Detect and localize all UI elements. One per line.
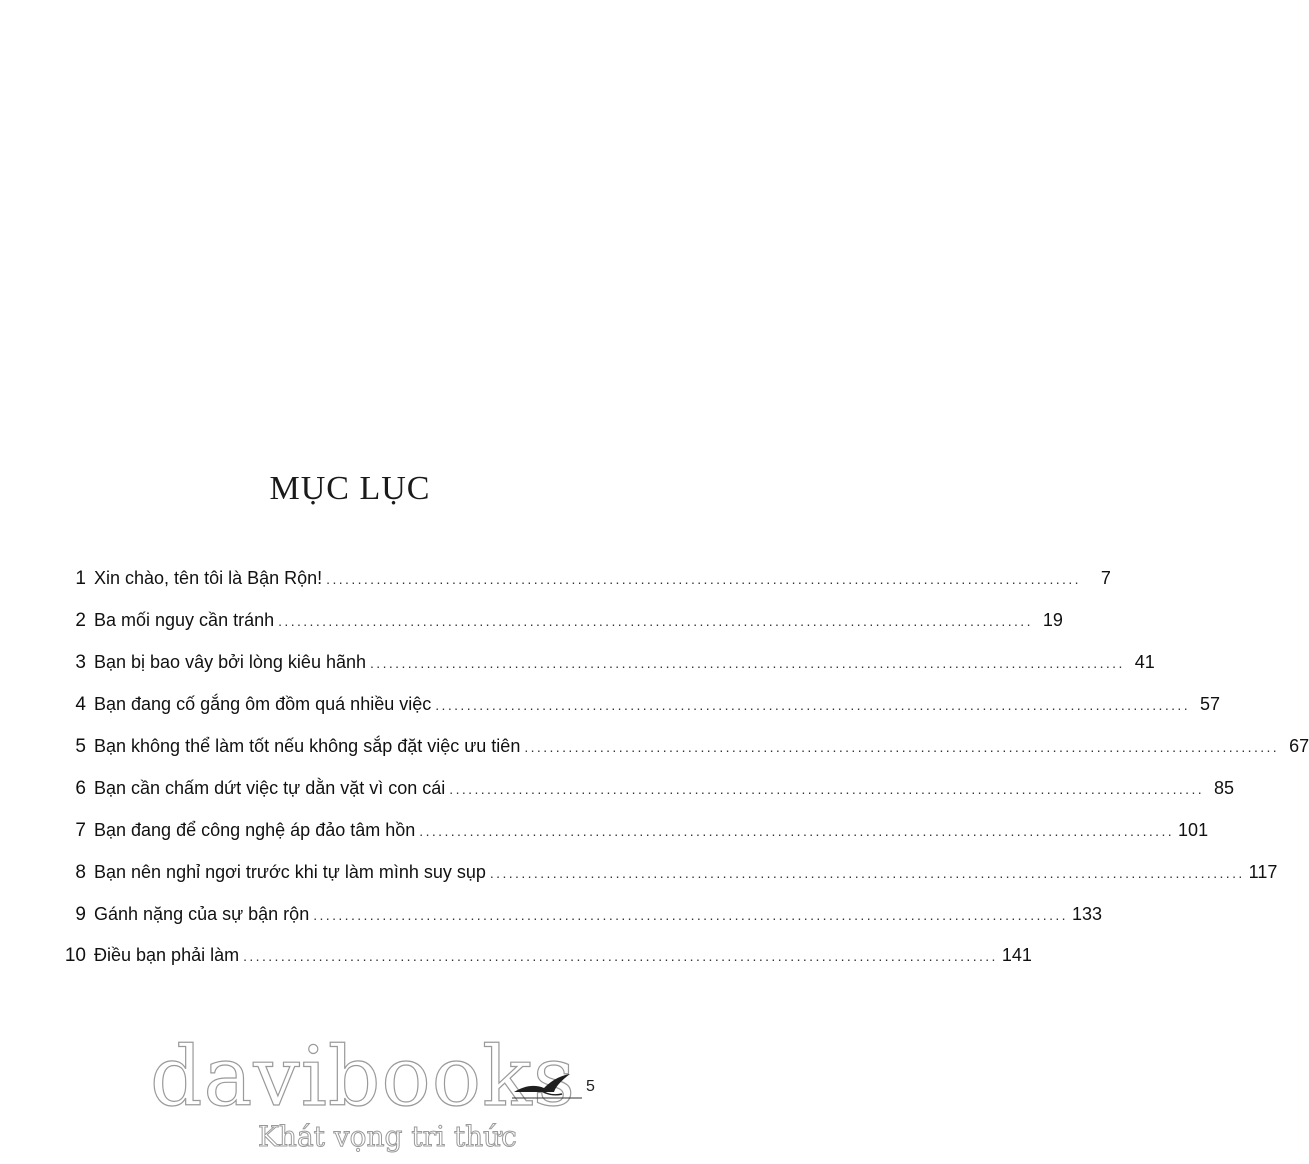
chapter-number: 6 bbox=[75, 778, 86, 799]
chapter-number: 9 bbox=[75, 904, 86, 925]
toc-entry bbox=[60, 647, 1155, 677]
dot-leader: ........................................................................................................................ bbox=[435, 697, 1191, 713]
chapter-title: Xin chào, tên tôi là Bận Rộn! bbox=[94, 568, 323, 588]
chapter-number: 2 bbox=[75, 610, 86, 631]
chapter-number: 4 bbox=[75, 694, 86, 715]
dot-leader: ........................................................................................................................ bbox=[524, 739, 1280, 755]
toc-entry bbox=[60, 689, 1221, 719]
chapter-number: 7 bbox=[75, 820, 86, 841]
chapter-page: 101 bbox=[1178, 820, 1209, 840]
toc-entry bbox=[60, 563, 1111, 593]
dot-leader: ........................................................................................................................ bbox=[489, 865, 1245, 881]
dot-leader: ........................................................................................................................ bbox=[419, 823, 1175, 839]
dot-leader: ........................................................................................................................ bbox=[278, 613, 1033, 629]
chapter-title: Bạn đang để công nghệ áp đảo tâm hồn bbox=[94, 820, 416, 840]
toc-entry bbox=[60, 605, 1063, 635]
dot-leader: ........................................................................................................................ bbox=[370, 655, 1125, 671]
chapter-number: 3 bbox=[75, 652, 86, 673]
dot-leader: ........................................................................................................................ bbox=[243, 948, 998, 964]
chapter-page: 141 bbox=[1001, 945, 1032, 965]
toc-entry bbox=[60, 857, 1278, 887]
chapter-number: 8 bbox=[75, 862, 86, 883]
chapter-page: 7 bbox=[1100, 568, 1111, 588]
chapter-title: Gánh nặng của sự bận rộn bbox=[94, 904, 310, 924]
chapter-title: Bạn đang cố gắng ôm đồm quá nhiều việc bbox=[94, 694, 432, 714]
chapter-title: Ba mối nguy cần tránh bbox=[94, 610, 275, 630]
chapter-number: 10 bbox=[64, 945, 86, 966]
page-number: 5 bbox=[586, 1078, 595, 1095]
dot-leader: ........................................................................................................................ bbox=[449, 781, 1205, 797]
chapter-page: 19 bbox=[1042, 610, 1063, 630]
chapter-title: Bạn không thể làm tốt nếu không sắp đặt việc ưu tiên bbox=[94, 736, 521, 756]
page-title: MỤC LỤC bbox=[269, 470, 431, 507]
chapter-title: Điều bạn phải làm bbox=[94, 945, 240, 965]
publisher-tagline: Khát vọng tri thức bbox=[258, 1120, 517, 1153]
toc-entry bbox=[60, 940, 1032, 970]
chapter-title: Bạn bị bao vây bởi lòng kiêu hãnh bbox=[94, 652, 366, 672]
chapter-number: 1 bbox=[75, 568, 86, 589]
chapter-page: 57 bbox=[1199, 694, 1221, 714]
toc-entry bbox=[60, 773, 1235, 803]
dot-leader: ........................................................................................................................ bbox=[326, 571, 1081, 587]
chapter-page: 117 bbox=[1248, 862, 1278, 882]
chapter-title: Bạn nên nghỉ ngơi trước khi tự làm mình suy sụp bbox=[94, 862, 486, 882]
dot-leader: ........................................................................................................................ bbox=[313, 907, 1068, 923]
toc-entry bbox=[60, 899, 1103, 929]
chapter-page: 67 bbox=[1289, 736, 1309, 756]
toc-entry bbox=[60, 731, 1309, 761]
chapter-number: 5 bbox=[75, 736, 86, 757]
chapter-page: 85 bbox=[1214, 778, 1235, 798]
bird-logo-icon bbox=[510, 1068, 582, 1102]
chapter-page: 133 bbox=[1071, 904, 1103, 924]
chapter-page: 41 bbox=[1134, 652, 1155, 672]
chapter-title: Bạn cần chấm dứt việc tự dằn vặt vì con cái bbox=[94, 778, 446, 798]
publisher-watermark: davibooks bbox=[150, 1030, 576, 1125]
toc-entry bbox=[60, 815, 1209, 845]
